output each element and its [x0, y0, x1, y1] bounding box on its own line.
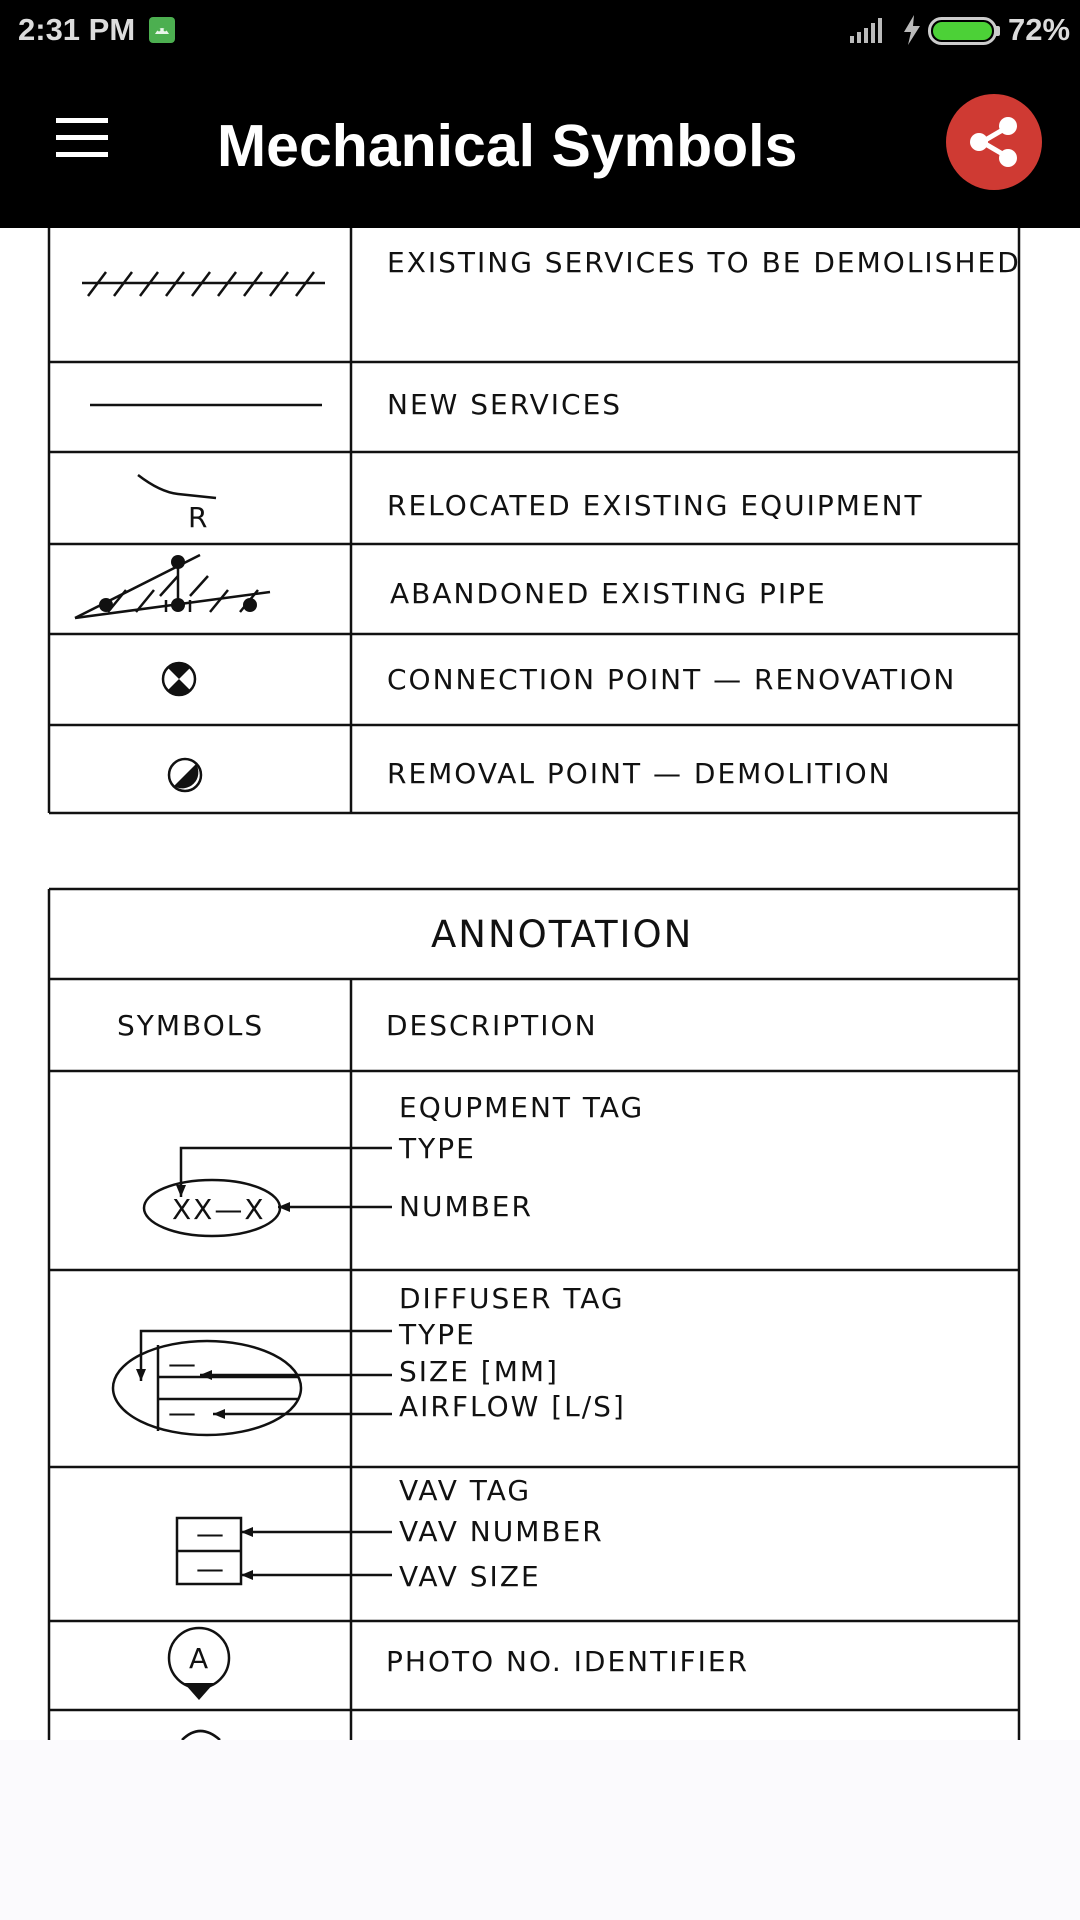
annotation-title: ANNOTATION — [431, 913, 694, 956]
vav-tag-title: VAV TAG — [399, 1474, 532, 1507]
photo-symbol-letter: A — [189, 1642, 211, 1675]
diffuser-symbol-dash: — — [168, 1347, 198, 1380]
bottom-blank-area — [0, 1740, 1080, 1920]
legend-row-label: ABANDONED EXISTING PIPE — [390, 577, 827, 610]
battery-icon — [928, 16, 1002, 46]
equipment-tag-symbol-text: XX—X — [172, 1193, 266, 1226]
legend-row-label: EXISTING SERVICES TO BE DEMOLISHED — [387, 246, 1021, 279]
equipment-tag-title: EQUPMENT TAG — [399, 1091, 645, 1124]
legend-row-label: REMOVAL POINT — DEMOLITION — [387, 757, 892, 790]
hamburger-menu-icon — [46, 110, 118, 176]
vav-symbol-dash: — — [196, 1517, 226, 1550]
equipment-tag-type: TYPE — [399, 1132, 476, 1165]
diffuser-tag-title: DIFFUSER TAG — [399, 1282, 625, 1315]
share-button[interactable] — [946, 94, 1042, 190]
android-notification-icon — [148, 16, 176, 44]
app-bar — [0, 60, 1080, 228]
relocated-symbol-letter: R — [188, 501, 210, 534]
share-icon — [946, 94, 1042, 190]
page-title: Mechanical Symbols — [217, 113, 798, 179]
diffuser-tag-airflow: AIRFLOW [L/S] — [399, 1390, 626, 1423]
legend-row-label: RELOCATED EXISTING EQUIPMENT — [387, 489, 924, 522]
legend-drawing — [0, 228, 1080, 1740]
legend-row-label: NEW SERVICES — [387, 388, 623, 421]
diffuser-tag-size: SIZE [MM] — [399, 1355, 559, 1388]
equipment-tag-number: NUMBER — [399, 1190, 533, 1223]
battery-percent: 72% — [1008, 12, 1071, 47]
photo-identifier-label: PHOTO NO. IDENTIFIER — [386, 1645, 749, 1678]
status-time: 2:31 PM — [18, 12, 136, 47]
diffuser-tag-type: TYPE — [399, 1318, 476, 1351]
signal-icon — [848, 16, 888, 44]
charging-bolt-icon — [901, 14, 923, 46]
diffuser-symbol-dash: — — [168, 1396, 198, 1429]
description-header: DESCRIPTION — [386, 1009, 598, 1042]
symbols-legend-image[interactable] — [0, 228, 1080, 1740]
legend-row-label: CONNECTION POINT — RENOVATION — [387, 663, 957, 696]
vav-symbol-dash: — — [196, 1552, 226, 1585]
status-bar — [0, 0, 1080, 60]
symbols-header: SYMBOLS — [117, 1009, 265, 1042]
vav-tag-size: VAV SIZE — [399, 1560, 541, 1593]
vav-tag-number: VAV NUMBER — [399, 1515, 604, 1548]
menu-button[interactable] — [46, 110, 118, 176]
